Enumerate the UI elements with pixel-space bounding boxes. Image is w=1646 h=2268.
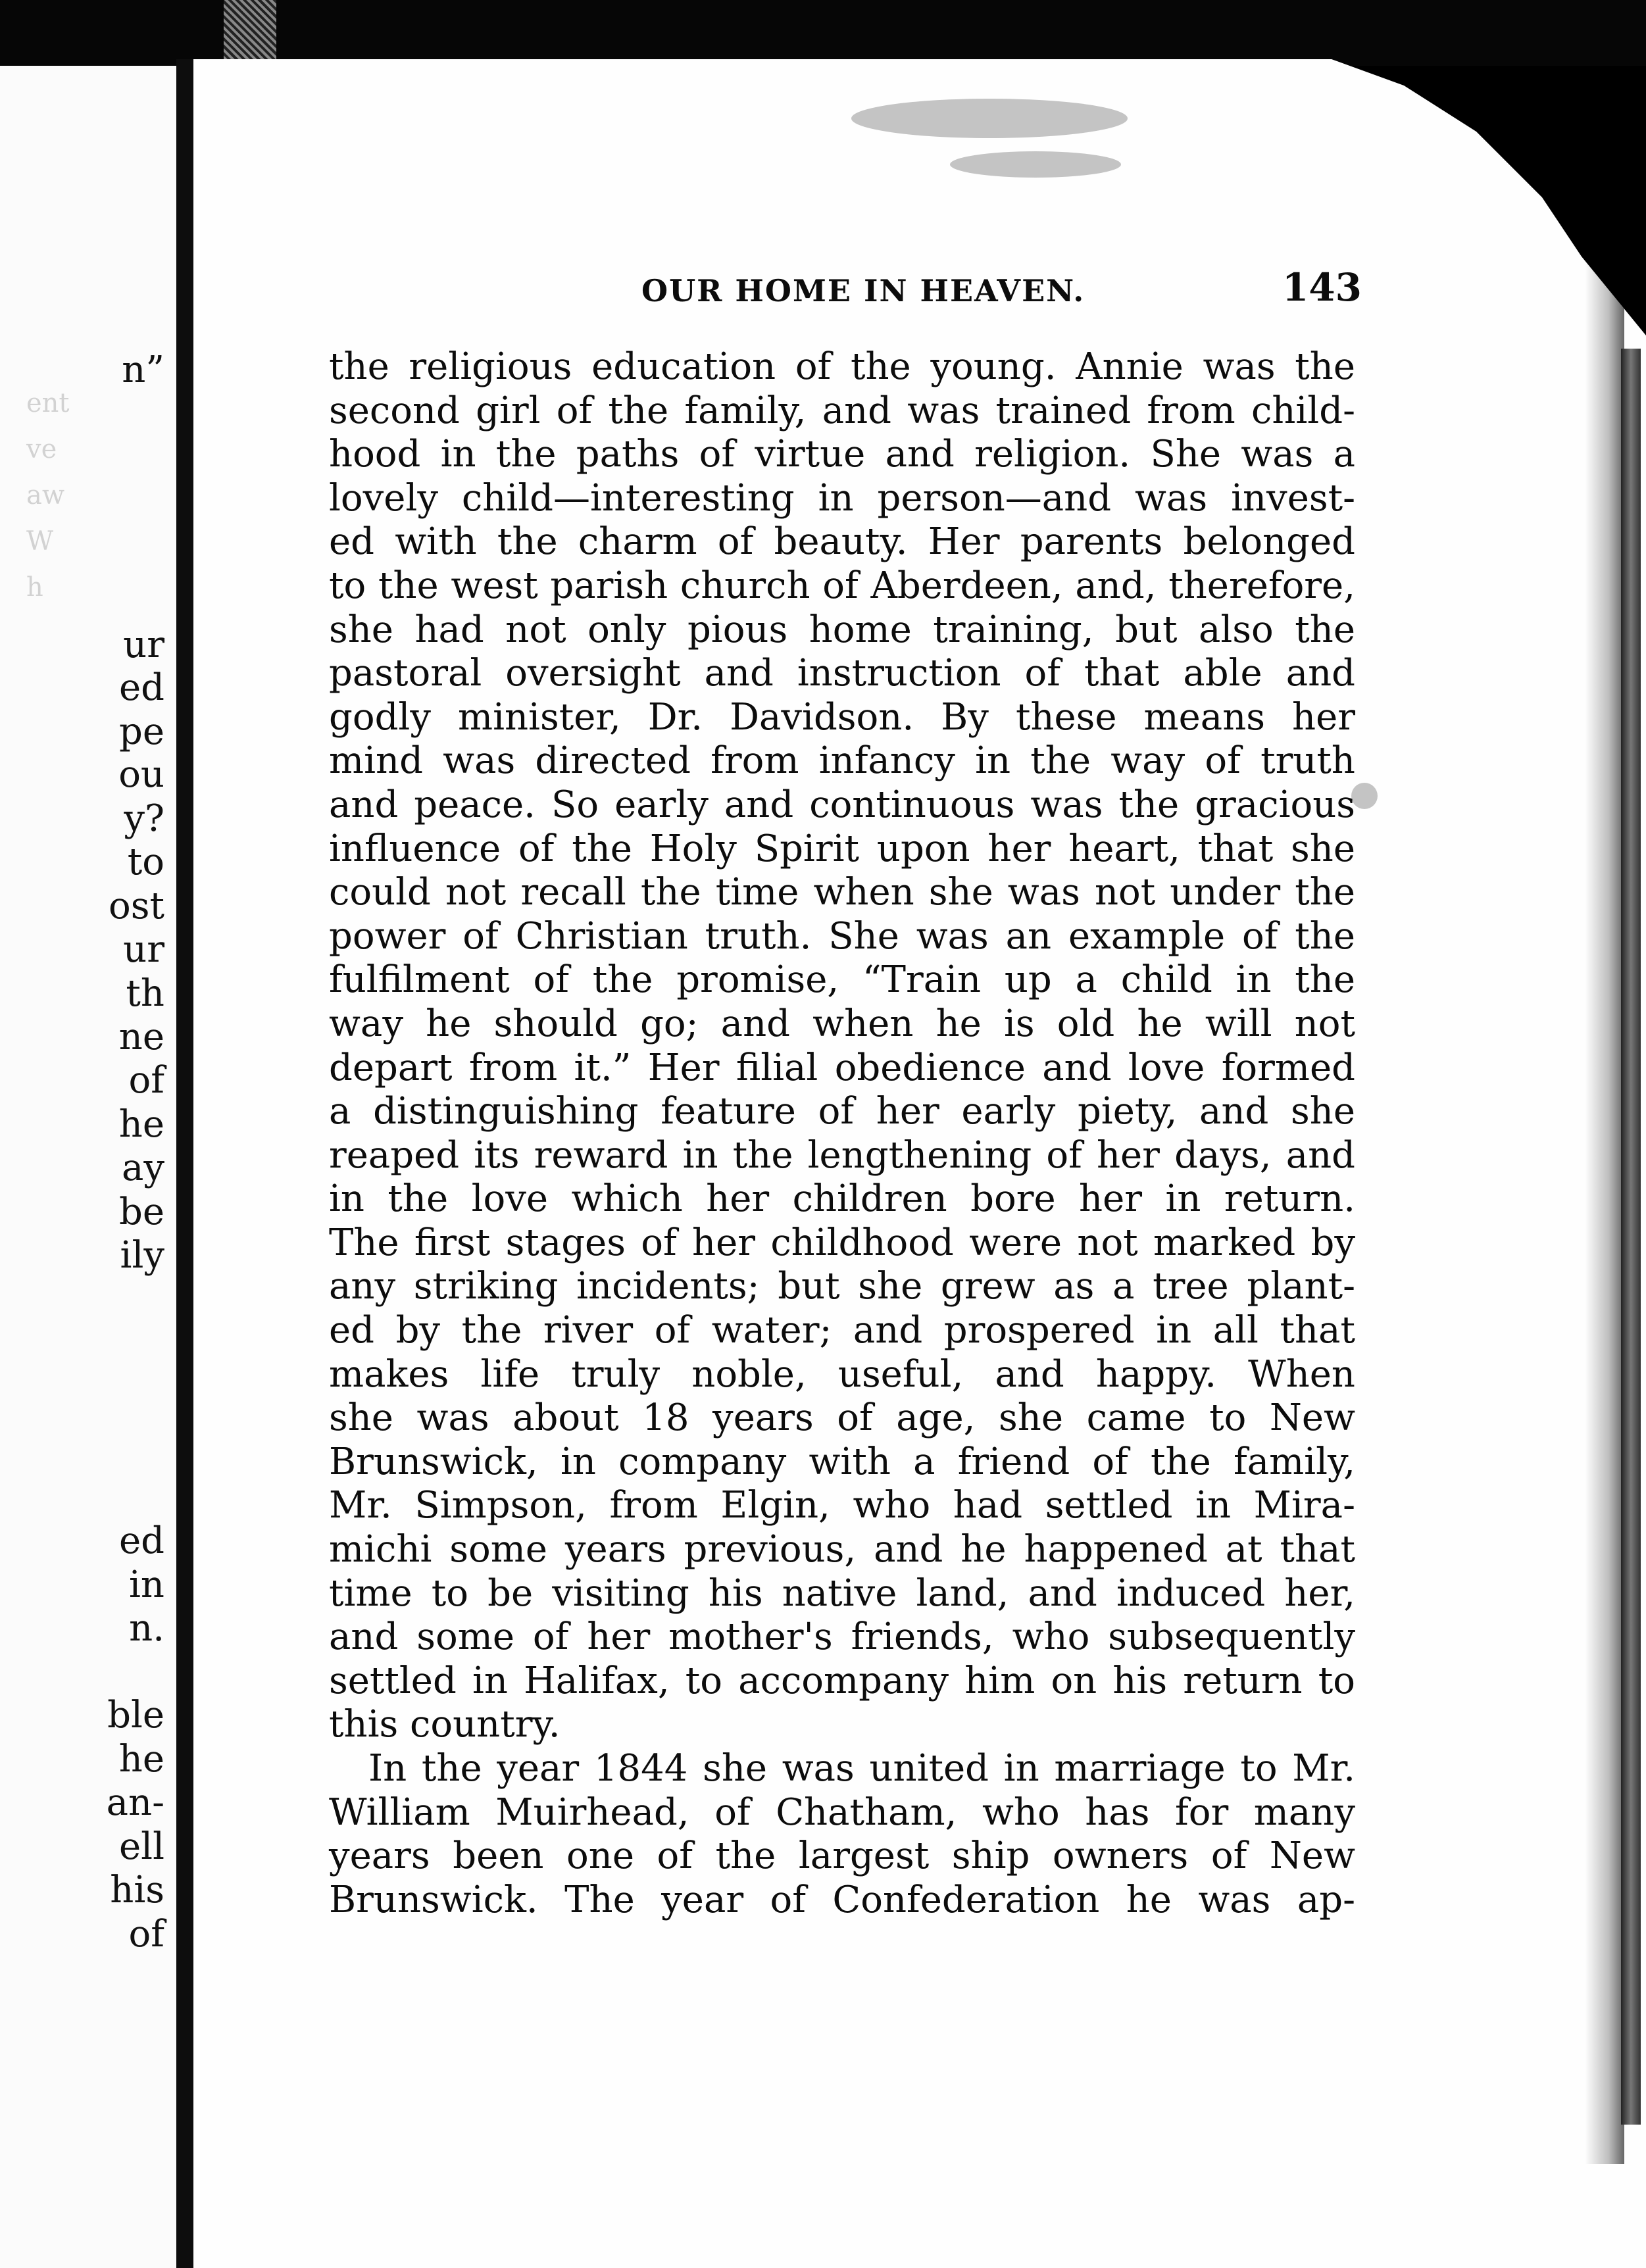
facing-page-fragment: pe [119,710,164,753]
bleed-through-text: W [26,526,54,556]
facing-page-fragment: ou [118,753,164,796]
text-line: any striking incidents; but she grew as a tree plant- [329,1265,1355,1308]
facing-page-fragment: ed [119,1519,164,1562]
facing-page-fragment: his [110,1869,164,1911]
bleed-through-text: aw [26,480,65,510]
text-line: depart from it.” Her filial obedience and love formed [329,1046,1355,1089]
facing-page-fragment: ay [121,1146,164,1189]
text-line: godly minister, Dr. Davidson. By these means her [329,695,1355,739]
text-line: Brunswick. The year of Confederation he was ap- [329,1878,1355,1921]
facing-page-fragment: ble [107,1694,164,1737]
text-line: influence of the Holy Spirit upon her heart, that she [329,827,1355,870]
text-line: a distinguishing feature of her early piety, and she [329,1090,1355,1133]
facing-page-fragment: be [119,1191,164,1233]
facing-page-fragment: an- [106,1781,164,1824]
facing-page-fragment: n. [129,1607,164,1650]
text-line: and some of her mother's friends, who subsequently [329,1615,1355,1659]
bleed-through-text: ve [26,434,57,464]
facing-page-fragment: to [127,841,164,883]
facing-page-fragment: ell [119,1825,164,1868]
facing-page-fragment: ur [123,624,164,666]
text-line: Mr. Simpson, from Elgin, who had settled in Mira- [329,1484,1355,1527]
facing-page [0,66,176,2268]
facing-page-fragment: ost [109,885,164,927]
page-header [447,260,1362,312]
facing-page-fragment: th [126,972,164,1015]
text-line: this country. [329,1703,561,1746]
text-line: she was about 18 years of age, she came to New [329,1396,1355,1440]
page-number: 143 [1282,265,1362,310]
text-line: the religious education of the young. Annie was the [329,345,1355,388]
text-line: makes life truly noble, useful, and happy. When [329,1352,1355,1396]
text-line: in the love which her children bore her in return. [329,1177,1355,1221]
text-line: could not recall the time when she was not under the [329,871,1355,914]
text-line: michi some years previous, and he happened at that [329,1528,1355,1571]
text-line: mind was directed from infancy in the way of truth [329,739,1355,783]
text-line: second girl of the family, and was trained from child- [329,389,1355,432]
facing-page-fragment: in [129,1564,164,1606]
book-gutter [176,59,193,2268]
text-line: time to be visiting his native land, and induced her, [329,1571,1355,1615]
facing-page-fragment: ne [118,1016,164,1058]
text-line: William Muirhead, of Chatham, who has for many [329,1790,1355,1834]
text-line: fulfilment of the promise, “Train up a child in the [329,958,1355,1002]
body-text [329,345,1355,1922]
facing-page-fragment: ed [119,666,164,709]
text-line: and peace. So early and continuous was the gracious [329,783,1355,826]
facing-page-fragment: of [128,1913,164,1956]
text-line: settled in Halifax, to accompany him on his return to [329,1659,1355,1702]
text-line: Brunswick, in company with a friend of the family, [329,1440,1355,1483]
text-line: In the year 1844 she was united in marriage to Mr. [368,1747,1355,1790]
ink-smudge [851,99,1128,138]
facing-page-fragment: of [128,1059,164,1102]
facing-page-fragment: he [118,1103,164,1146]
text-line: reaped its reward in the lengthening of her days, and [329,1133,1355,1177]
text-line: years been one of the largest ship owners of New [329,1835,1355,1878]
page-curl-shadow [1585,257,1624,2164]
text-line: hood in the paths of virtue and religion. She was a [329,433,1355,476]
text-line: to the west parish church of Aberdeen, and, therefore, [329,564,1355,607]
text-line: power of Christian truth. She was an example of the [329,914,1355,958]
ink-smudge [1351,783,1378,809]
text-line: The first stages of her childhood were not marked by [329,1221,1355,1264]
text-line: ed with the charm of beauty. Her parents belonged [329,520,1355,564]
facing-page-fragment: ily [120,1234,164,1277]
bleed-through-text: h [26,572,43,603]
scan-artifact [224,0,276,59]
facing-page-fragment: n” [122,349,164,391]
text-line: way he should go; and when he is old he will not [329,1002,1355,1045]
facing-page-text [0,66,176,2268]
text-line: lovely child—interesting in person—and was invest- [329,476,1355,520]
ink-smudge [950,151,1121,178]
facing-page-fragment: y? [124,797,164,840]
text-line: she had not only pious home training, but also the [329,608,1355,651]
page-edge [1621,349,1641,2125]
facing-page-fragment: ur [123,928,164,971]
text-line: ed by the river of water; and prospered in all that [329,1309,1355,1352]
bleed-through-text: ent [26,388,70,418]
running-title: OUR HOME IN HEAVEN. [641,273,1085,308]
facing-page-fragment: he [118,1738,164,1781]
text-line: pastoral oversight and instruction of that able and [329,652,1355,695]
